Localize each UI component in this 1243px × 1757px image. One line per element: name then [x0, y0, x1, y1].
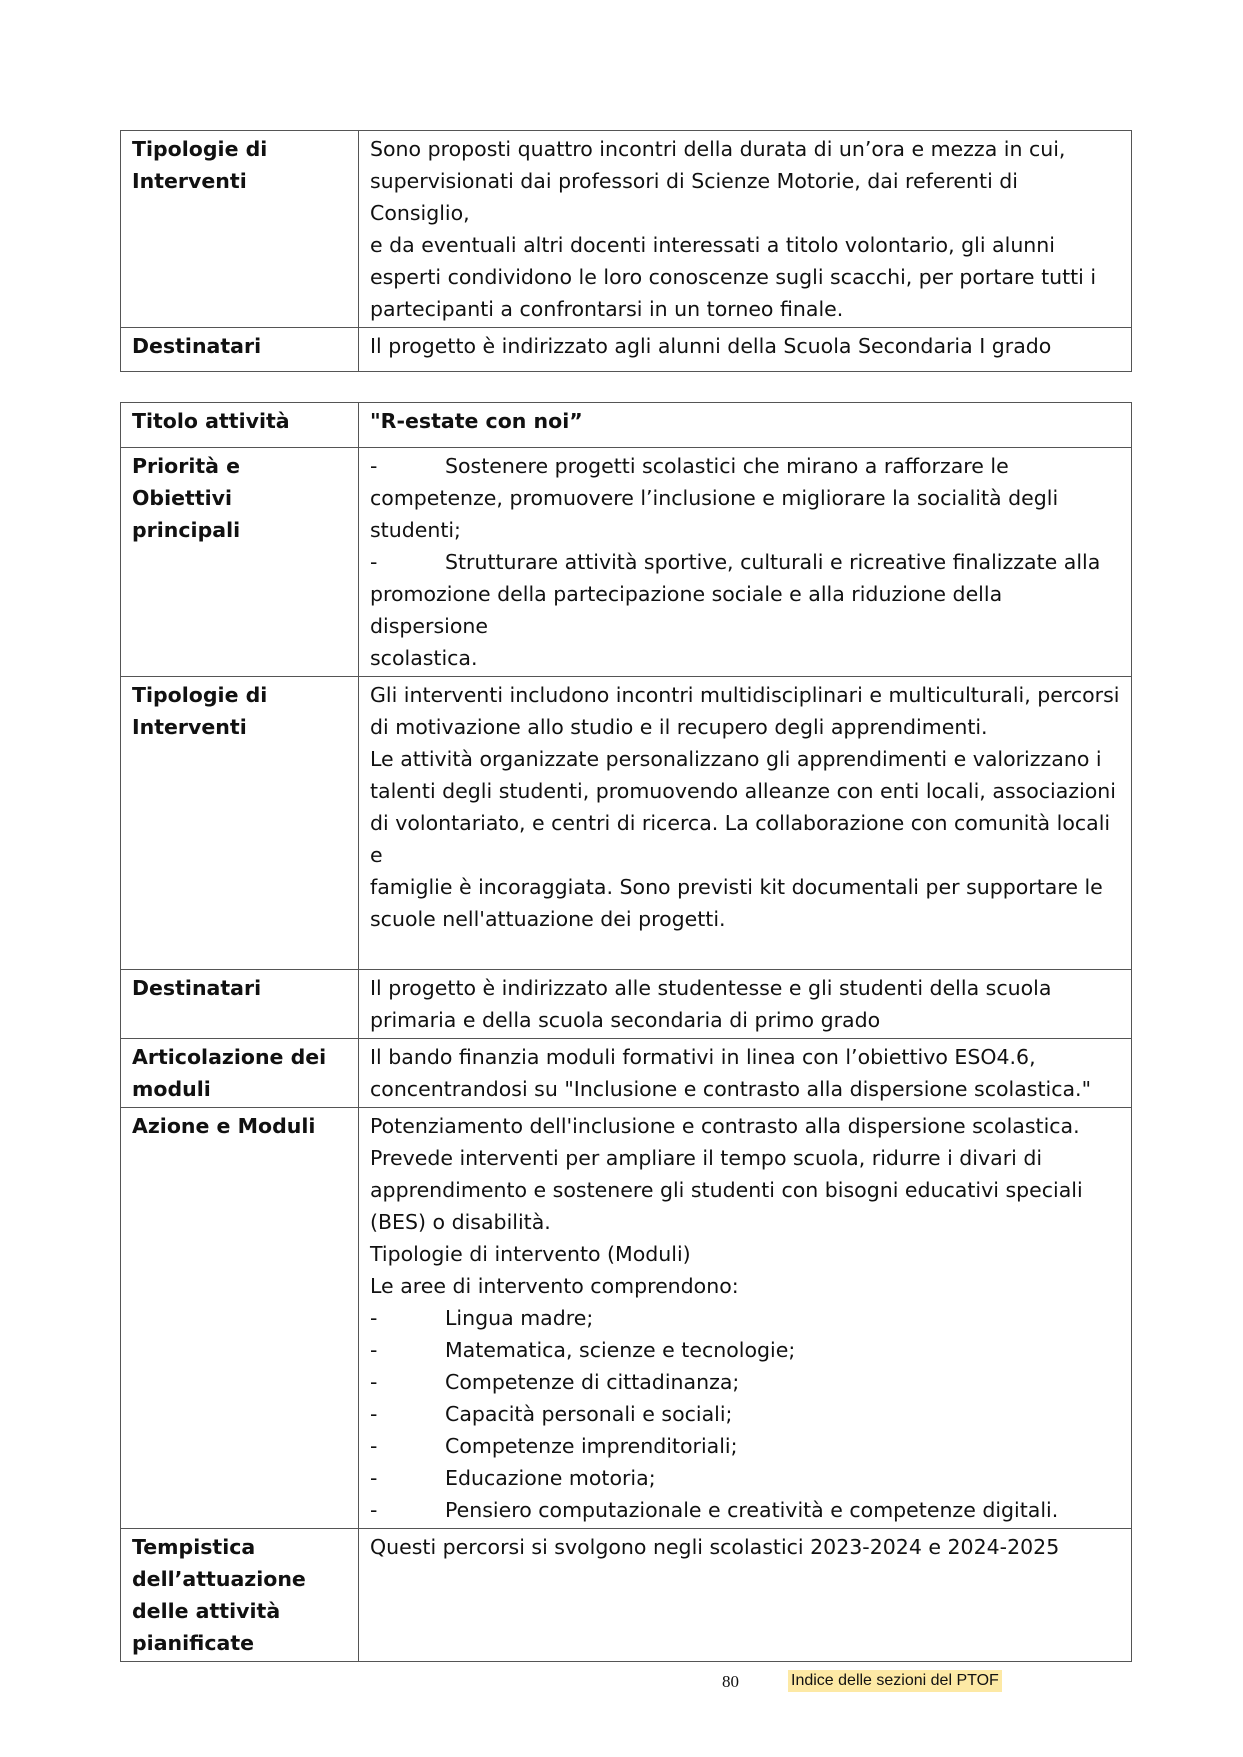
- value-line: scolastica.: [370, 646, 478, 670]
- table-row: [121, 328, 1132, 372]
- value-line: scuole nell'attuazione dei progetti.: [370, 907, 726, 931]
- row-value: [359, 131, 1132, 328]
- row-value: [359, 1108, 1132, 1529]
- value-line: competenze, promuovere l’inclusione e migliorare la socialità degli: [370, 486, 1059, 510]
- value-line: promozione della partecipazione sociale e alla riduzione della dispersione: [370, 582, 1009, 638]
- value-line: esperti condividono le loro conoscenze sugli scacchi, per portare tutti i: [370, 265, 1097, 289]
- bullet-text: Strutturare attività sportive, culturali e ricreative finalizzate alla: [445, 550, 1101, 574]
- dash-marker: -: [370, 1370, 378, 1394]
- table-row-title: [121, 403, 1132, 448]
- row-label-line: dell’attuazione: [132, 1567, 306, 1591]
- row-label-line: Tempistica: [132, 1535, 256, 1559]
- bullet-text: Competenze imprenditoriali;: [445, 1434, 738, 1458]
- bullet-item: [370, 1334, 1121, 1366]
- value-line: Sono proposti quattro incontri della durata di un’ora e mezza in cui,: [370, 137, 1066, 161]
- bullet-item: [370, 1430, 1121, 1462]
- row-label-text: Destinatari: [132, 334, 262, 358]
- value-line: famiglie è incoraggiata. Sono previsti kit documentali per supportare le: [370, 875, 1103, 899]
- value-line: supervisionati dai professori di Scienze Motorie, dai referenti di Consiglio,: [370, 169, 1025, 225]
- row-value: [359, 1529, 1132, 1662]
- interventi-table: [120, 130, 1132, 372]
- title-label: [121, 403, 359, 448]
- bullet-text: Educazione motoria;: [445, 1466, 656, 1490]
- dash-marker: -: [370, 1338, 378, 1362]
- value-line: apprendimento e sostenere gli studenti con bisogni educativi speciali: [370, 1178, 1083, 1202]
- row-value: [359, 328, 1132, 372]
- bullet-text: Sostenere progetti scolastici che mirano a rafforzare le: [445, 454, 1009, 478]
- bullet-item: [370, 1398, 1121, 1430]
- dash-marker: -: [370, 454, 378, 478]
- dash-marker: -: [370, 1402, 378, 1426]
- value-line: Le attività organizzate personalizzano gli apprendimenti e valorizzano i: [370, 747, 1102, 771]
- row-label-text: Articolazione dei moduli: [132, 1045, 334, 1101]
- bullet-item: [370, 450, 1121, 482]
- bullet-text: Competenze di cittadinanza;: [445, 1370, 740, 1394]
- row-label-text: Priorità e Obiettivi principali: [132, 454, 248, 542]
- table-row: [121, 131, 1132, 328]
- dash-marker: -: [370, 1434, 378, 1458]
- row-label-line: pianificate: [132, 1631, 255, 1655]
- page-number: 80: [722, 1672, 739, 1691]
- bullet-text: Capacità personali e sociali;: [445, 1402, 733, 1426]
- table-row-tipologie: [121, 677, 1132, 970]
- bullet-text: Matematica, scienze e tecnologie;: [445, 1338, 796, 1362]
- row-label-line: delle attività: [132, 1599, 281, 1623]
- row-label-text: Tipologie di Interventi: [132, 683, 275, 739]
- attivita-table: [120, 402, 1132, 1662]
- row-value: [359, 1039, 1132, 1108]
- table-row-articolazione: [121, 1039, 1132, 1108]
- value-line: Questi percorsi si svolgono negli scolastici 2023-2024 e 2024-2025: [370, 1535, 1060, 1559]
- row-label: [121, 677, 359, 970]
- value-line: concentrandosi su "Inclusione e contrasto alla dispersione scolastica.": [370, 1077, 1092, 1101]
- table-row-azione: [121, 1108, 1132, 1529]
- value-line: Gli interventi includono incontri multidisciplinari e multiculturali, percorsi: [370, 683, 1120, 707]
- row-value: [359, 677, 1132, 970]
- row-label-text: Azione e Moduli: [132, 1114, 316, 1138]
- value-line: di volontariato, e centri di ricerca. La collaborazione con comunità locali e: [370, 811, 1117, 867]
- bullet-text: Pensiero computazionale e creatività e competenze digitali.: [445, 1498, 1059, 1522]
- table-row-tempistica: [121, 1529, 1132, 1662]
- bullet-item: [370, 546, 1121, 578]
- value-line: primaria e della scuola secondaria di primo grado: [370, 1008, 881, 1032]
- row-label-text: Tipologie di Interventi: [132, 137, 275, 193]
- title-label-text: Titolo attività: [132, 409, 290, 433]
- row-label-text: Destinatari: [132, 976, 262, 1000]
- dash-marker: -: [370, 1306, 378, 1330]
- row-label: [121, 1039, 359, 1108]
- row-label: [121, 1529, 359, 1662]
- row-value: [359, 448, 1132, 677]
- value-line: Prevede interventi per ampliare il tempo scuola, ridurre i divari di: [370, 1146, 1043, 1170]
- bullet-item: [370, 1494, 1121, 1526]
- value-line: Il progetto è indirizzato agli alunni della Scuola Secondaria I grado: [370, 334, 1052, 358]
- value-line: Tipologie di intervento (Moduli): [370, 1242, 691, 1266]
- dash-marker: -: [370, 1466, 378, 1490]
- bullet-text: Lingua madre;: [445, 1306, 594, 1330]
- table-row-destinatari: [121, 970, 1132, 1039]
- row-label: [121, 448, 359, 677]
- bullet-item: [370, 1366, 1121, 1398]
- table-row-priorita: [121, 448, 1132, 677]
- index-link[interactable]: Indice delle sezioni del PTOF: [788, 1670, 1002, 1692]
- row-value: [359, 970, 1132, 1039]
- value-line: Il progetto è indirizzato alle studentesse e gli studenti della scuola: [370, 976, 1052, 1000]
- bullet-item: [370, 1302, 1121, 1334]
- value-line: e da eventuali altri docenti interessati a titolo volontario, gli alunni: [370, 233, 1055, 257]
- value-line: di motivazione allo studio e il recupero degli apprendimenti.: [370, 715, 988, 739]
- title-value: [359, 403, 1132, 448]
- value-line: Potenziamento dell'inclusione e contrasto alla dispersione scolastica.: [370, 1114, 1080, 1138]
- value-line: Il bando finanzia moduli formativi in linea con l’obiettivo ESO4.6,: [370, 1045, 1036, 1069]
- page-footer: [0, 1670, 1243, 1694]
- dash-marker: -: [370, 1498, 378, 1522]
- row-label: [121, 1108, 359, 1529]
- value-line: studenti;: [370, 518, 461, 542]
- title-value-text: "R-estate con noi”: [370, 409, 583, 433]
- row-label: [121, 970, 359, 1039]
- bullet-item: [370, 1462, 1121, 1494]
- value-line: Le aree di intervento comprendono:: [370, 1274, 739, 1298]
- row-label: [121, 131, 359, 328]
- value-line: talenti degli studenti, promuovendo alleanze con enti locali, associazioni: [370, 779, 1116, 803]
- value-line: (BES) o disabilità.: [370, 1210, 551, 1234]
- row-label: [121, 328, 359, 372]
- blank-line: [370, 935, 1121, 967]
- value-line: partecipanti a confrontarsi in un torneo finale.: [370, 297, 844, 321]
- dash-marker: -: [370, 550, 378, 574]
